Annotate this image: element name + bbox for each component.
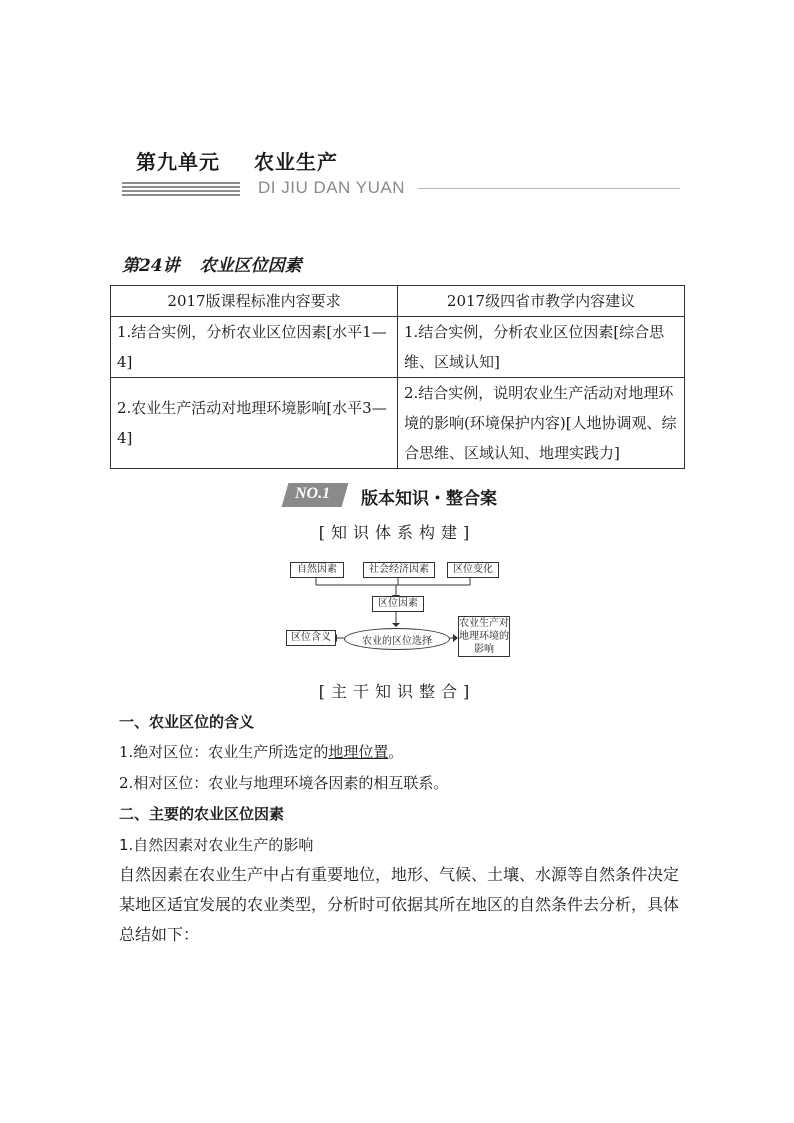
subsection-heading: 1.自然因素对农业生产的影响 xyxy=(119,836,314,854)
unit-topic: 农业生产 xyxy=(254,150,338,174)
diagram-box-socioeconomic-factors: 社会经济因素 xyxy=(363,562,435,578)
knowledge-system-label: [知识体系构建] xyxy=(318,523,476,542)
table-cell: 2.结合实例，说明农业生产活动对地理环境的影响(环境保护内容)[人地协调观、综合思维、区域认知、地理实践力] xyxy=(398,378,685,469)
knowledge-diagram xyxy=(284,553,514,663)
diagram-box-natural-factors: 自然因素 xyxy=(290,562,344,578)
unit-number: 第九单元 xyxy=(136,150,220,174)
absolute-location-suffix: 。 xyxy=(388,743,404,761)
body-paragraph: 自然因素在农业生产中占有重要地位，地形、气候、土壤、水源等自然条件决定某地区适宜发展的农业类型，分析时可依据其所在地区的自然条件去分析，具体总结如下： xyxy=(119,865,680,944)
main-knowledge-label: [主干知识整合] xyxy=(318,682,476,701)
diagram-box-location-change: 区位变化 xyxy=(447,562,499,578)
section-badge: NO.1 xyxy=(295,485,331,502)
header-rule xyxy=(418,188,680,189)
table-row xyxy=(111,317,685,378)
diagram-box-environmental-impact: 农业生产对地理环境的影响 xyxy=(459,618,509,655)
section-heading-2: 二、主要的农业区位因素 xyxy=(119,805,285,823)
section-title: 版本知识・整合案 xyxy=(361,489,497,509)
section-heading-1: 一、农业区位的含义 xyxy=(119,713,255,731)
table-cell: 1.结合实例，分析农业区位因素[综合思维、区域认知] xyxy=(398,317,685,378)
lecture-name: 农业区位因素 xyxy=(199,256,302,276)
diagram-center-label: 农业的区位选择 xyxy=(362,635,432,647)
diagram-box-location-factors: 区位因素 xyxy=(372,596,424,612)
section-banner xyxy=(285,483,531,507)
diagram-box-location-meaning: 区位含义 xyxy=(286,630,336,646)
table-header-cell: 2017级四省市教学内容建议 xyxy=(398,286,685,317)
table-cell: 1.结合实例，分析农业区位因素[水平1—4] xyxy=(111,317,398,378)
absolute-location-term: 地理位置 xyxy=(328,743,389,761)
lecture-number: 第24讲 xyxy=(122,256,180,276)
unit-title xyxy=(136,146,338,175)
absolute-location-item xyxy=(119,741,403,762)
header-decor-bar xyxy=(122,182,240,197)
absolute-location-prefix: 1.绝对区位：农业生产所选定的 xyxy=(119,743,329,761)
relative-location-item: 2.相对区位：农业与地理环境各因素的相互联系。 xyxy=(119,774,449,792)
table-row xyxy=(111,378,685,469)
table-header-row xyxy=(111,286,685,317)
lecture-title xyxy=(122,251,302,276)
diagram-center-ellipse xyxy=(344,628,450,650)
table-cell: 2.农业生产活动对地理环境影响[水平3—4] xyxy=(111,378,398,469)
requirements-table xyxy=(110,285,685,469)
table-header-cell: 2017版课程标准内容要求 xyxy=(111,286,398,317)
unit-pinyin: DI JIU DAN YUAN xyxy=(258,178,405,197)
